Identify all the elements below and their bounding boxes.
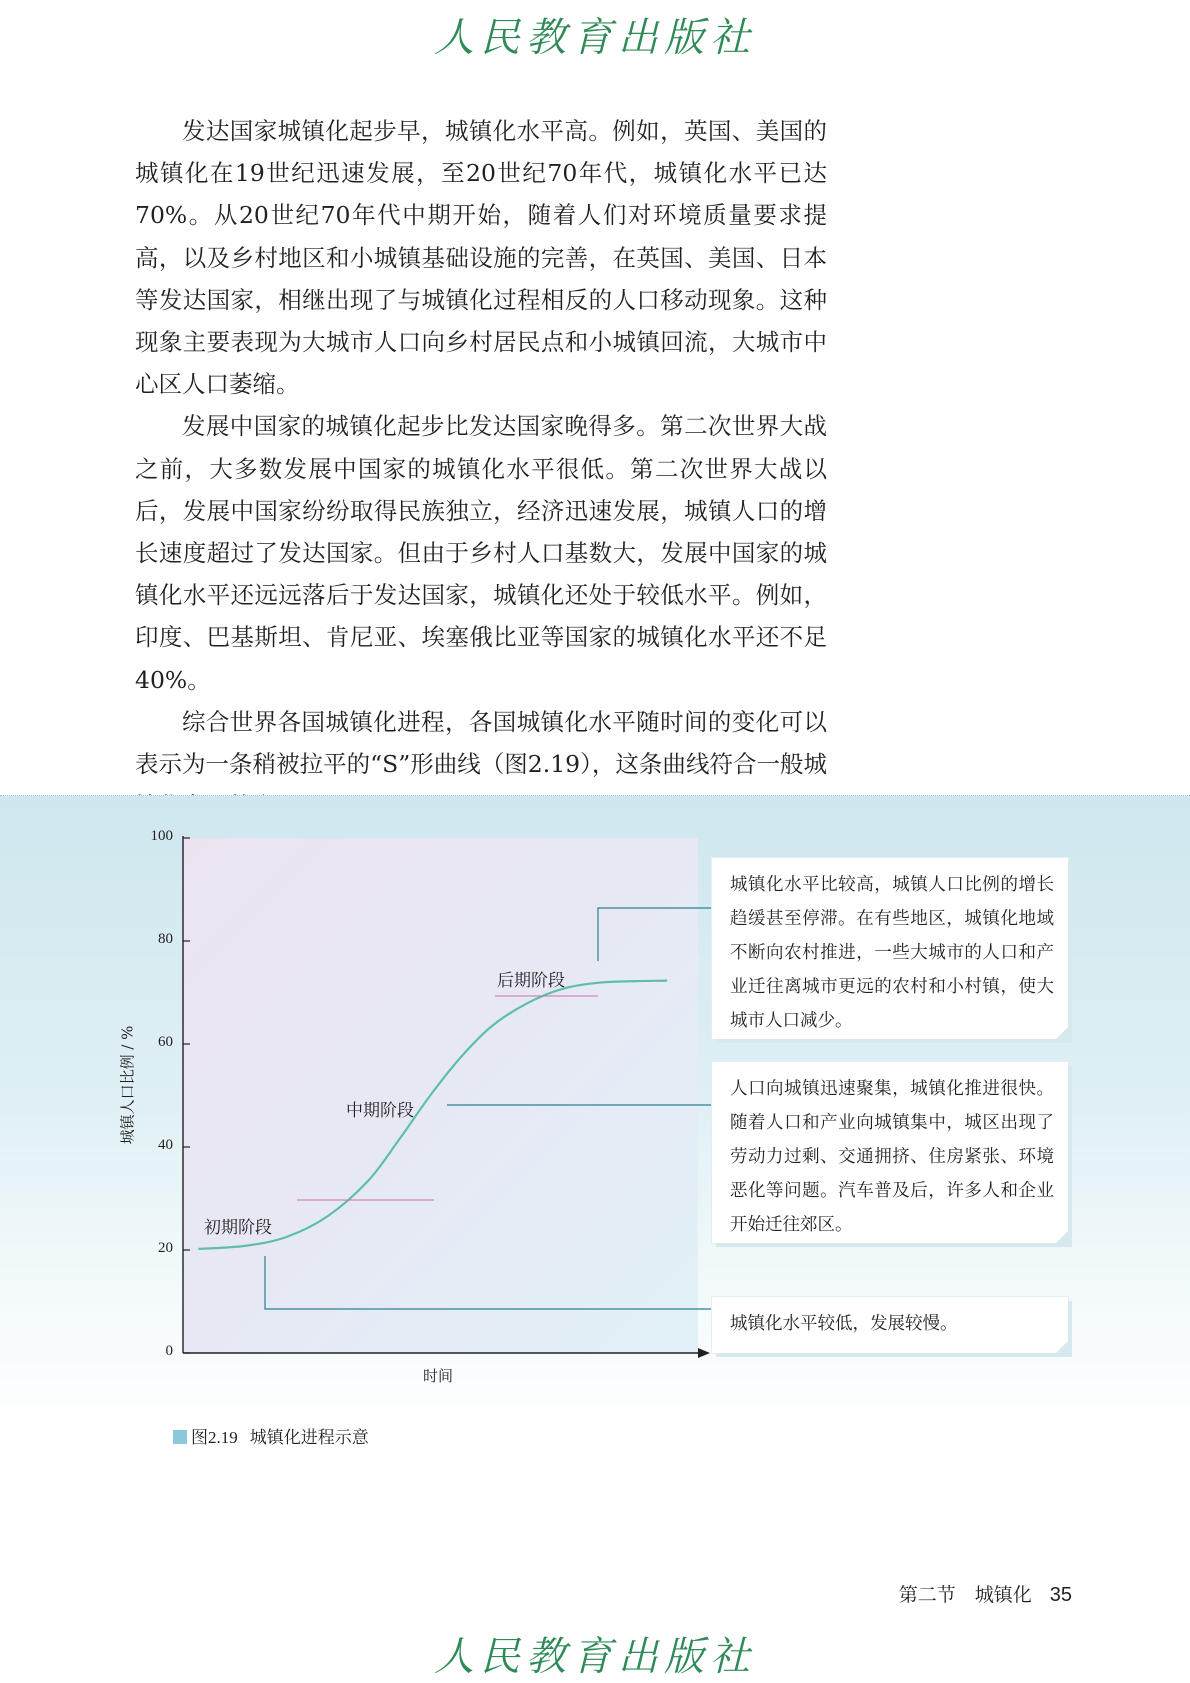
stage-label-middle: 中期阶段 — [346, 1101, 414, 1121]
x-axis-arrow — [698, 1348, 710, 1358]
figure-title: 城镇化进程示意 — [249, 1428, 369, 1447]
s-curve-line — [198, 981, 667, 1249]
figure-caption — [173, 1423, 369, 1448]
stage-label-early: 初期阶段 — [204, 1218, 272, 1238]
leader-lines — [265, 908, 712, 1309]
publisher-logo-bottom: 人民教育出版社 — [434, 1634, 756, 1680]
y-tick-label: 20 — [158, 1240, 173, 1256]
y-tick-label: 40 — [158, 1137, 173, 1153]
leader-line-late — [598, 908, 712, 961]
stage-label-late: 后期阶段 — [497, 971, 565, 991]
paragraph-3: 综合世界各国城镇化进程，各国城镇化水平随时间的变化可以表示为一条稍被拉平的“S”形曲线（图2.19），这条曲线符合一般城 — [135, 707, 827, 779]
paragraph-1: 发达国家城镇化起步早，城镇化水平高。例如，英国、美国的城镇化在19世纪迅速发展，至20世纪70年代，城镇化水平已达70%。从20世纪70年代中期开始，随着人们对环境质量要求提高，以及乡村地区和小城镇基础设施的完善，在英国、美国、日本等发达国家，相继出现了与城镇化过程相反的人口移动现象。这种现象主要表现为大城市人口向乡村居民点和小城镇回流，大城市中心区人口萎缩。 — [135, 117, 827, 399]
section-title: 第二节 城镇化 — [898, 1584, 1032, 1606]
page-footer — [899, 1580, 1072, 1607]
y-tick-label: 100 — [150, 828, 173, 844]
publisher-logo-top: 人民教育出版社 — [434, 15, 756, 61]
callout-late-stage: 城镇化水平比较高，城镇人口比例的增长趋缓甚至停滞。在有些地区，城镇化地域不断向农村推进，一些大城市的人口和产业迁往离城市更远的农村和小村镇，使大城市人口减少。 — [712, 858, 1068, 1039]
figure-number: 图2.19 — [191, 1428, 238, 1447]
y-tick-label: 80 — [158, 931, 173, 947]
leader-line-early — [265, 1256, 712, 1309]
paragraph-2: 发展中国家的城镇化起步比发达国家晚得多。第二次世界大战之前，大多数发展中国家的城镇化水平很低。第二次世界大战以后，发展中国家纷纷取得民族独立，经济迅速发展，城镇人口的增长速度超过了发达国家。但由于乡村人口基数大，发展中国家的城镇化水平还远远落后于发达国家，城镇化还处于较低水平。例如，印度、巴基斯坦、肯尼亚、埃塞俄比亚等国家的城镇化水平还不足40%。 — [135, 412, 827, 694]
caption-square-icon — [173, 1430, 187, 1444]
y-tick-label: 60 — [158, 1034, 173, 1050]
x-axis-label: 时间 — [423, 1367, 454, 1385]
chart-axes — [183, 836, 710, 1358]
page-number: 35 — [1049, 1584, 1072, 1606]
y-tick-label: 0 — [165, 1343, 173, 1359]
callout-middle-stage: 人口向城镇迅速聚集，城镇化推进很快。随着人口和产业向城镇集中，城区出现了劳动力过剩、交通拥挤、住房紧张、环境恶化等问题。汽车普及后，许多人和企业开始迁往郊区。 — [712, 1062, 1068, 1243]
callout-early-stage: 城镇化水平较低，发展较慢。 — [712, 1297, 1068, 1353]
